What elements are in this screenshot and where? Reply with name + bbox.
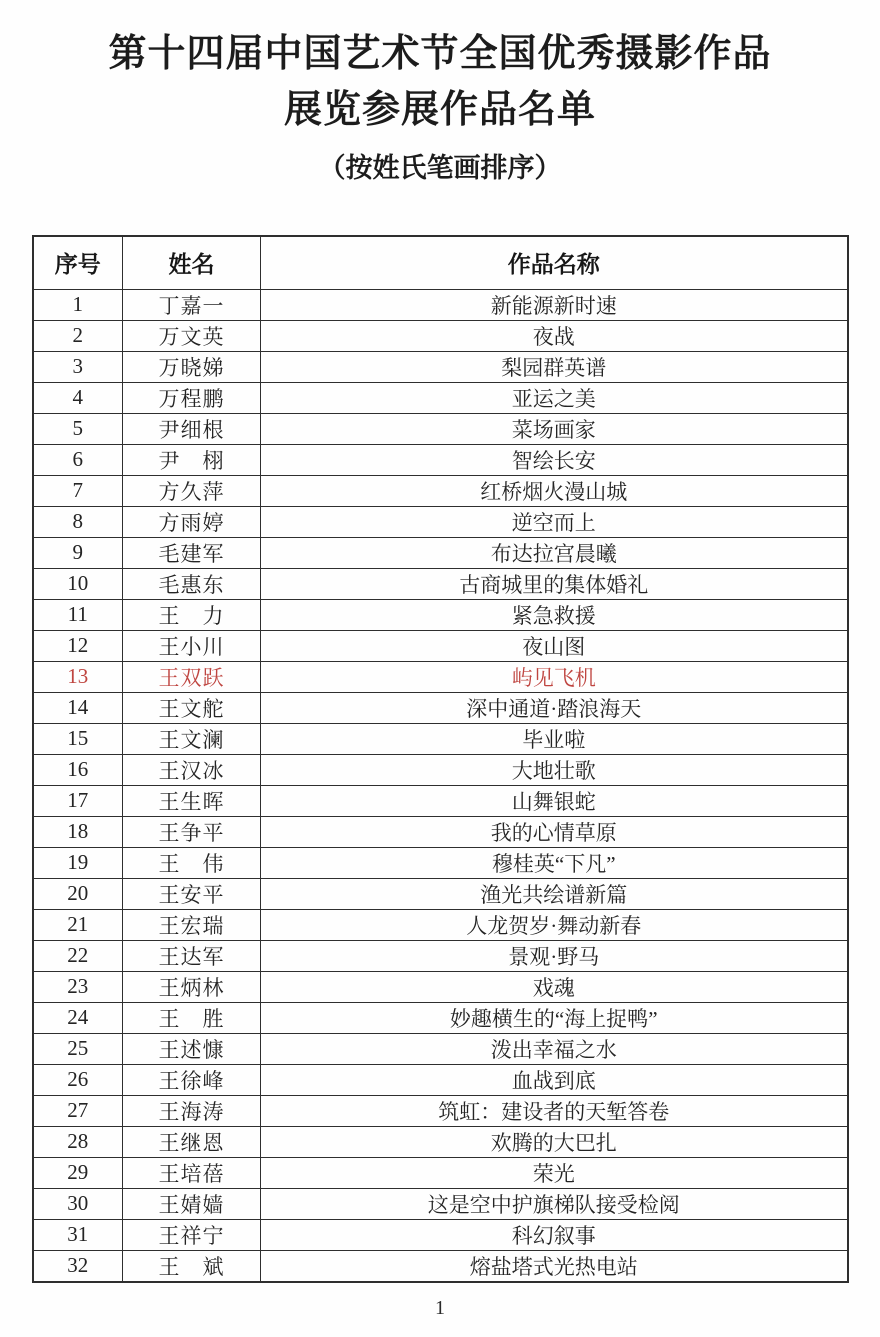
author-name: 万晓娣 (123, 351, 261, 382)
author-name: 毛惠东 (123, 568, 261, 599)
row-index: 7 (33, 475, 123, 506)
row-index: 22 (33, 940, 123, 971)
work-title: 毕业啦 (261, 723, 848, 754)
row-index: 23 (33, 971, 123, 1002)
table-row (33, 351, 848, 382)
work-title: 古商城里的集体婚礼 (261, 568, 848, 599)
row-index: 1 (33, 289, 123, 320)
document-title (0, 26, 880, 138)
author-name: 王生晖 (123, 785, 261, 816)
table-row (33, 971, 848, 1002)
author-name: 王徐峰 (123, 1064, 261, 1095)
row-index: 9 (33, 537, 123, 568)
work-title: 熔盐塔式光热电站 (261, 1250, 848, 1282)
author-name: 毛建军 (123, 537, 261, 568)
table-row (33, 444, 848, 475)
work-title: 山舞银蛇 (261, 785, 848, 816)
author-name: 王 胜 (123, 1002, 261, 1033)
table-row (33, 1250, 848, 1282)
author-name: 王炳林 (123, 971, 261, 1002)
work-title: 欢腾的大巴扎 (261, 1126, 848, 1157)
work-title: 血战到底 (261, 1064, 848, 1095)
author-name: 王达军 (123, 940, 261, 971)
column-header-name: 姓名 (123, 236, 261, 289)
row-index: 27 (33, 1095, 123, 1126)
table-row (33, 320, 848, 351)
row-index: 13 (33, 661, 123, 692)
table-row (33, 537, 848, 568)
page-number: 1 (435, 1296, 445, 1319)
table-row (33, 382, 848, 413)
work-title: 屿见飞机 (261, 661, 848, 692)
column-header-index: 序号 (33, 236, 123, 289)
author-name: 王文舵 (123, 692, 261, 723)
row-index: 3 (33, 351, 123, 382)
author-name: 王争平 (123, 816, 261, 847)
row-index: 21 (33, 909, 123, 940)
row-index: 18 (33, 816, 123, 847)
row-index: 14 (33, 692, 123, 723)
work-title: 景观·野马 (261, 940, 848, 971)
row-index: 6 (33, 444, 123, 475)
author-name: 王 力 (123, 599, 261, 630)
table-row (33, 847, 848, 878)
author-name: 王祥宁 (123, 1219, 261, 1250)
table-row (33, 1126, 848, 1157)
table-row (33, 661, 848, 692)
work-title: 夜战 (261, 320, 848, 351)
table-row (33, 599, 848, 630)
work-title: 筑虹：建设者的天堑答卷 (261, 1095, 848, 1126)
author-name: 王 伟 (123, 847, 261, 878)
table-row (33, 289, 848, 320)
work-title: 大地壮歌 (261, 754, 848, 785)
row-index: 25 (33, 1033, 123, 1064)
row-index: 16 (33, 754, 123, 785)
row-index: 29 (33, 1157, 123, 1188)
author-name: 王文澜 (123, 723, 261, 754)
table-row (33, 1064, 848, 1095)
row-index: 17 (33, 785, 123, 816)
work-title: 紧急救援 (261, 599, 848, 630)
work-title: 菜场画家 (261, 413, 848, 444)
table-row (33, 692, 848, 723)
author-name: 王婧嫱 (123, 1188, 261, 1219)
author-name: 王汉冰 (123, 754, 261, 785)
table-row (33, 1095, 848, 1126)
row-index: 31 (33, 1219, 123, 1250)
work-title: 深中通道·踏浪海天 (261, 692, 848, 723)
work-title: 夜山图 (261, 630, 848, 661)
row-index: 30 (33, 1188, 123, 1219)
row-index: 10 (33, 568, 123, 599)
work-title: 红桥烟火漫山城 (261, 475, 848, 506)
table-row (33, 475, 848, 506)
work-title: 荣光 (261, 1157, 848, 1188)
table-row (33, 940, 848, 971)
work-title: 渔光共绘谱新篇 (261, 878, 848, 909)
table-header-row (33, 236, 848, 289)
table-row (33, 568, 848, 599)
work-title: 这是空中护旗梯队接受检阅 (261, 1188, 848, 1219)
table-header (33, 236, 848, 289)
author-name: 丁嘉一 (123, 289, 261, 320)
work-title: 戏魂 (261, 971, 848, 1002)
works-table (32, 235, 849, 1283)
row-index: 12 (33, 630, 123, 661)
work-title: 泼出幸福之水 (261, 1033, 848, 1064)
author-name: 王宏瑞 (123, 909, 261, 940)
work-title: 穆桂英“下凡” (261, 847, 848, 878)
row-index: 2 (33, 320, 123, 351)
work-title: 逆空而上 (261, 506, 848, 537)
work-title: 我的心情草原 (261, 816, 848, 847)
row-index: 20 (33, 878, 123, 909)
table-row (33, 785, 848, 816)
table-row (33, 723, 848, 754)
work-title: 布达拉宫晨曦 (261, 537, 848, 568)
row-index: 24 (33, 1002, 123, 1033)
table-row (33, 413, 848, 444)
author-name: 尹 栩 (123, 444, 261, 475)
row-index: 4 (33, 382, 123, 413)
author-name: 尹细根 (123, 413, 261, 444)
table-row (33, 1002, 848, 1033)
author-name: 王培蓓 (123, 1157, 261, 1188)
table-row (33, 816, 848, 847)
document-subtitle: （按姓氏笔画排序） (318, 153, 562, 183)
work-title: 妙趣横生的“海上捉鸭” (261, 1002, 848, 1033)
document-title-line1: 第十四届中国艺术节全国优秀摄影作品 (108, 33, 772, 75)
author-name: 王述慷 (123, 1033, 261, 1064)
work-title: 新能源新时速 (261, 289, 848, 320)
row-index: 32 (33, 1250, 123, 1282)
table-row (33, 1188, 848, 1219)
document-title-line2: 展览参展作品名单 (283, 89, 596, 131)
author-name: 王海涛 (123, 1095, 261, 1126)
row-index: 15 (33, 723, 123, 754)
author-name: 万文英 (123, 320, 261, 351)
row-index: 19 (33, 847, 123, 878)
work-title: 科幻叙事 (261, 1219, 848, 1250)
table-row (33, 1033, 848, 1064)
table-row (33, 878, 848, 909)
table-body (33, 289, 848, 1282)
author-name: 万程鹏 (123, 382, 261, 413)
row-index: 26 (33, 1064, 123, 1095)
work-title: 智绘长安 (261, 444, 848, 475)
row-index: 11 (33, 599, 123, 630)
author-name: 王双跃 (123, 661, 261, 692)
row-index: 5 (33, 413, 123, 444)
column-header-work-title: 作品名称 (261, 236, 848, 289)
author-name: 王小川 (123, 630, 261, 661)
work-title: 人龙贺岁·舞动新春 (261, 909, 848, 940)
row-index: 8 (33, 506, 123, 537)
table-row (33, 1219, 848, 1250)
table-row (33, 754, 848, 785)
author-name: 王安平 (123, 878, 261, 909)
table-row (33, 506, 848, 537)
author-name: 方久萍 (123, 475, 261, 506)
table-row (33, 630, 848, 661)
table-row (33, 1157, 848, 1188)
author-name: 王继恩 (123, 1126, 261, 1157)
table-row (33, 909, 848, 940)
work-title: 亚运之美 (261, 382, 848, 413)
work-title: 梨园群英谱 (261, 351, 848, 382)
row-index: 28 (33, 1126, 123, 1157)
author-name: 王 斌 (123, 1250, 261, 1282)
author-name: 方雨婷 (123, 506, 261, 537)
